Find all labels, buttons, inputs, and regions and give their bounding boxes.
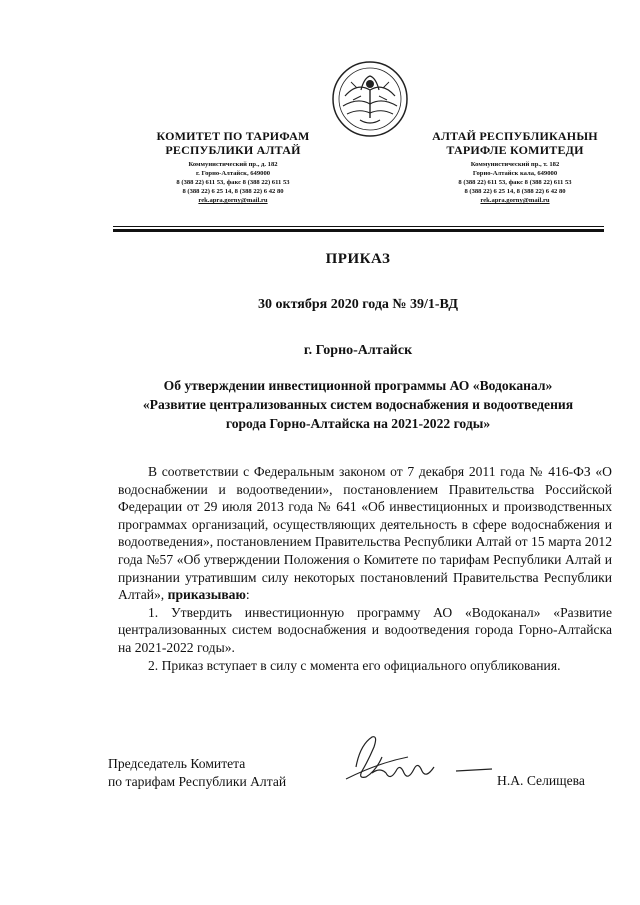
- address-ru-line1: Коммунистический пр., д. 182: [188, 161, 278, 168]
- signatory-name: Н.А. Селищева: [497, 773, 585, 788]
- signatory-position: [108, 755, 286, 791]
- document-subject: [108, 376, 608, 433]
- handwritten-signature-icon: [338, 727, 498, 797]
- order-item-2: 2. Приказ вступает в силу с момента его официального опубликования.: [148, 657, 561, 673]
- header-left-block: [118, 129, 348, 205]
- phone-alt-line2: 8 (388 22) 6 25 14, 8 (388 22) 6 42 80: [464, 188, 566, 195]
- org-name-alt-line1: АЛТАЙ РЕСПУБЛИКАНЫН: [432, 129, 598, 143]
- phone-alt-line1: 8 (388 22) 611 53, факс 8 (388 22) 611 53: [458, 179, 572, 186]
- order-word: приказываю: [167, 587, 246, 603]
- org-name-alt-line2: ТАРИФЛЕ КОМИТЕДИ: [446, 143, 584, 157]
- phone-ru-line1: 8 (388 22) 611 53, факс 8 (388 22) 611 53: [176, 179, 290, 186]
- header-right-block: [400, 129, 630, 205]
- subject-line-1: Об утверждении инвестиционной программы АО «Водоканал»: [163, 378, 553, 393]
- email-alt[interactable]: rek.apra.gorny@mail.ru: [480, 197, 550, 204]
- subject-line-3: города Горно-Алтайска на 2021-2022 годы»: [225, 416, 491, 431]
- document-city: г. Горно-Алтайск: [303, 343, 413, 358]
- email-ru[interactable]: rek.apra.gorny@mail.ru: [198, 197, 268, 204]
- document-date-number: 30 октября 2020 года № 39/1-ВД: [258, 297, 458, 312]
- preamble-text: В соответствии с Федеральным законом от 7 декабря 2011 года № 416-ФЗ «О водоснабжении и водоотведении», постановлением Правительства Российской Федерации от 29 июля 2013 года № 641 «Об инвестиционных и производственных программах организаций, осуществляющих деятельность в сфере водоснабжения и водоотведения», постановлением Правительства Республики Алтай от 15 марта 2012 года №57 «Об утверждении Положения о Комитете по тарифам Республики Алтай и признании утратившим силу некоторых постановлений Правительства Республики Алтай»,: [118, 464, 612, 603]
- document-body: [118, 463, 612, 674]
- document-type: ПРИКАЗ: [325, 251, 391, 267]
- order-item-1: 1. Утвердить инвестиционную программу АО «Водоканал» «Развитие централизованных систем водоснабжения и водоотведения города Горно-Алтайска на 2021-2022 годы».: [118, 604, 612, 655]
- header-divider-thick: [113, 229, 604, 232]
- org-name-ru-line1: КОМИТЕТ ПО ТАРИФАМ: [156, 129, 310, 143]
- signatory-position-line2: по тарифам Республики Алтай: [108, 774, 287, 789]
- address-alt-line1: Коммунистический пр., т. 182: [470, 161, 560, 168]
- org-name-ru-line2: РЕСПУБЛИКИ АЛТАЙ: [165, 143, 301, 157]
- preamble-paragraph: [118, 463, 612, 604]
- header-divider-thin: [113, 226, 604, 227]
- emblem-seal-icon: [331, 60, 409, 138]
- address-ru-line2: г. Горно-Алтайск, 649000: [195, 170, 271, 177]
- address-alt-line2: Горно-Алтайск кала, 649000: [472, 170, 558, 177]
- order-colon: :: [245, 587, 250, 603]
- signatory-position-line1: Председатель Комитета: [108, 756, 246, 771]
- subject-line-2: «Развитие централизованных систем водоснабжения и водоотведения: [142, 397, 574, 412]
- phone-ru-line2: 8 (388 22) 6 25 14, 8 (388 22) 6 42 80: [182, 188, 284, 195]
